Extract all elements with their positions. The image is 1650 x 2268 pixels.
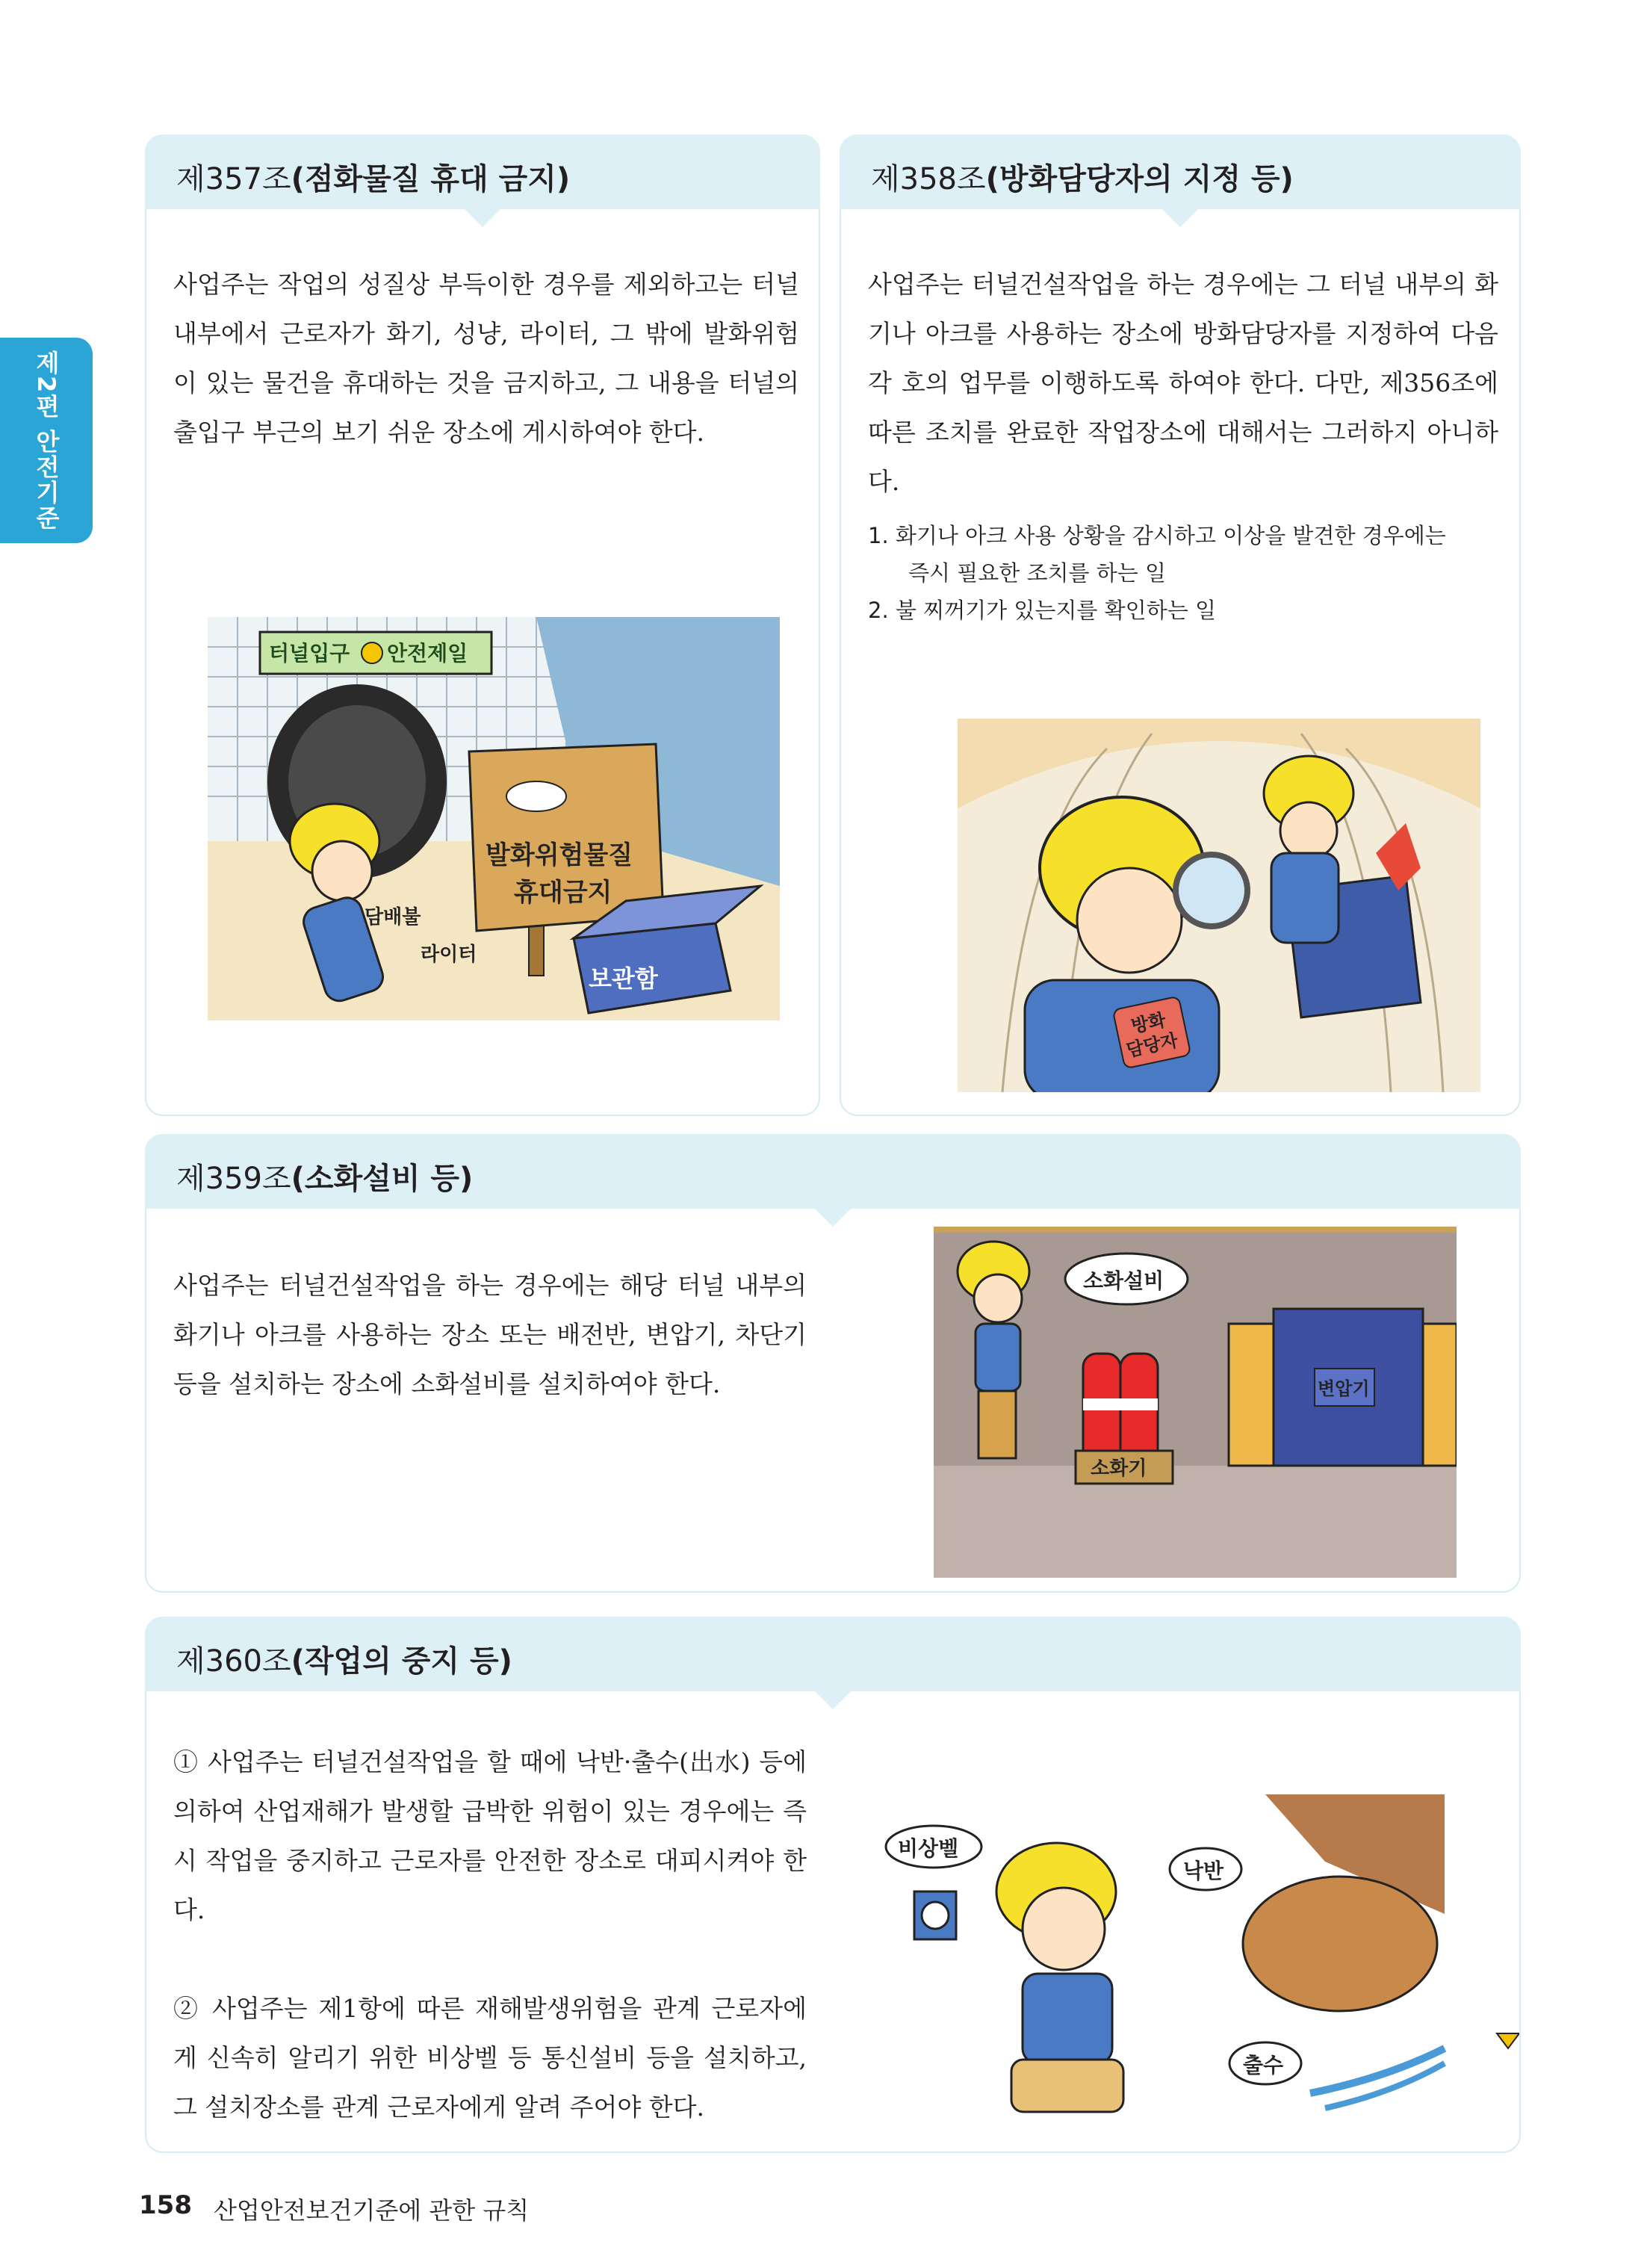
- article-number: 제357조: [176, 162, 291, 196]
- article-subject: (소화설비 등): [291, 1162, 474, 1196]
- chapter-label: 제2편 안전기준: [32, 350, 61, 531]
- sign-safety-label: 안전제일: [387, 641, 468, 666]
- sign-tunnel-label: 터널입구: [269, 641, 350, 666]
- bubble-label: 소화설비: [1083, 1268, 1164, 1293]
- speech-bubble: [1065, 1254, 1188, 1304]
- book-title: 산업안전보건기준에 관한 규칙: [214, 2196, 530, 2225]
- rockfall-label: 낙반: [1183, 1859, 1224, 1883]
- article-360-card: [145, 1617, 1521, 2153]
- armband-line1: 방화: [1129, 1009, 1168, 1038]
- item-1-line1: 1. 화기나 아크 사용 상황을 감시하고 이상을 발견한 경우에는: [868, 523, 1446, 548]
- safety-cross-icon: [362, 642, 382, 663]
- floor: [934, 1466, 1457, 1578]
- bubble-rockfall: [1170, 1848, 1241, 1890]
- paragraph-1: ① 사업주는 터널건설작업을 할 때에 낙반·출수(出水) 등에 의하여 산업재해가 발생할 급박한 위험이 있는 경우에는 즉시 작업을 중지하고 근로자를 안전한 장소로 대피시켜야 한다.: [173, 1747, 807, 1924]
- item-2-line1: 2. 불 찌꺼기가 있는지를 확인하는 일: [868, 598, 1216, 623]
- article-number: 제360조: [176, 1644, 291, 1679]
- article-358-body: 사업주는 터널건설작업을 하는 경우에는 그 터널 내부의 화기나 아크를 사용하는 장소에 방화담당자를 지정하여 다음 각 호의 업무를 이행하도록 하여야 한다. 다만, 제356조에 따른 조치를 완료한 작업장소에 대해서는 그러하지 아니하다.: [868, 270, 1498, 496]
- illustration-fire-equipment: [934, 1227, 1457, 1578]
- armband-line2: 담당자: [1124, 1029, 1180, 1062]
- article-358-card: [840, 134, 1521, 1116]
- article-359-card: [145, 1134, 1521, 1593]
- illustration-fire-watcher: [958, 719, 1480, 1092]
- article-357-title: [176, 155, 570, 198]
- article-358-items: [868, 517, 1510, 629]
- article-subject: (방화담당자의 지정 등): [985, 162, 1294, 196]
- article-358-title: [871, 155, 1294, 198]
- fire-extinguisher-icon: [1076, 1354, 1173, 1484]
- tunnel-sign: [260, 632, 491, 674]
- article-number: 제358조: [871, 162, 986, 196]
- emergency-bell-icon: [914, 1891, 956, 1939]
- article-360-title: [176, 1638, 512, 1680]
- article-359-body: 사업주는 터널건설작업을 하는 경우에는 해당 터널 내부의 화기나 아크를 사용하는 장소 또는 배전반, 변압기, 차단기 등을 설치하는 장소에 소화설비를 설치하여야 한다.: [173, 1271, 807, 1398]
- label-lighter: 라이터: [421, 944, 477, 966]
- box-label: 보관함: [589, 964, 658, 993]
- article-357-body: 사업주는 작업의 성질상 부득이한 경우를 제외하고는 터널 내부에서 근로자가 화기, 성냥, 라이터, 그 밖에 발화위험이 있는 물건을 휴대하는 것을 금지하고, 그 내용을 터널의 출입구 부근의 보기 쉬운 장소에 게시하여야 한다.: [173, 270, 799, 447]
- article-number: 제359조: [176, 1162, 291, 1196]
- chapter-side-tab: [0, 338, 93, 543]
- transformer-cage: [1229, 1309, 1457, 1466]
- illustration-emergency-evacuation: [862, 1794, 1519, 2144]
- article-subject: (점화물질 휴대 금지): [291, 162, 571, 196]
- article-subject: (작업의 중지 등): [291, 1644, 512, 1679]
- article-359-title: [176, 1155, 473, 1197]
- illustration-no-fire-materials: [208, 617, 780, 1020]
- article-357-card: [145, 134, 820, 1116]
- water-label: 출수: [1243, 2053, 1284, 2078]
- article-360-body: [173, 1738, 807, 2132]
- item-1-line2: 즉시 필요한 조치를 하는 일: [908, 560, 1167, 586]
- magnifier-icon: [1176, 855, 1247, 926]
- board-line2: 휴대금지: [514, 878, 612, 908]
- page-number: 158: [139, 2190, 192, 2220]
- paragraph-2: ② 사업주는 제1항에 따른 재해발생위험을 관계 근로자에게 신속히 알리기 위한 비상벨 등 통신설비 등을 설치하고, 그 설치장소를 관계 근로자에게 알려 주어야 한다.: [173, 1994, 807, 2122]
- label-cigarette: 담배불: [365, 906, 421, 929]
- rock-icon: [1243, 1877, 1437, 2011]
- transformer-label: 변압기: [1318, 1378, 1370, 1399]
- extinguisher-label: 소화기: [1091, 1457, 1147, 1480]
- board-line1: 발화위험물질: [486, 840, 633, 870]
- bell-label: 비상벨: [898, 1836, 959, 1861]
- bubble-water: [1229, 2042, 1301, 2084]
- bubble-bell: [886, 1826, 981, 1868]
